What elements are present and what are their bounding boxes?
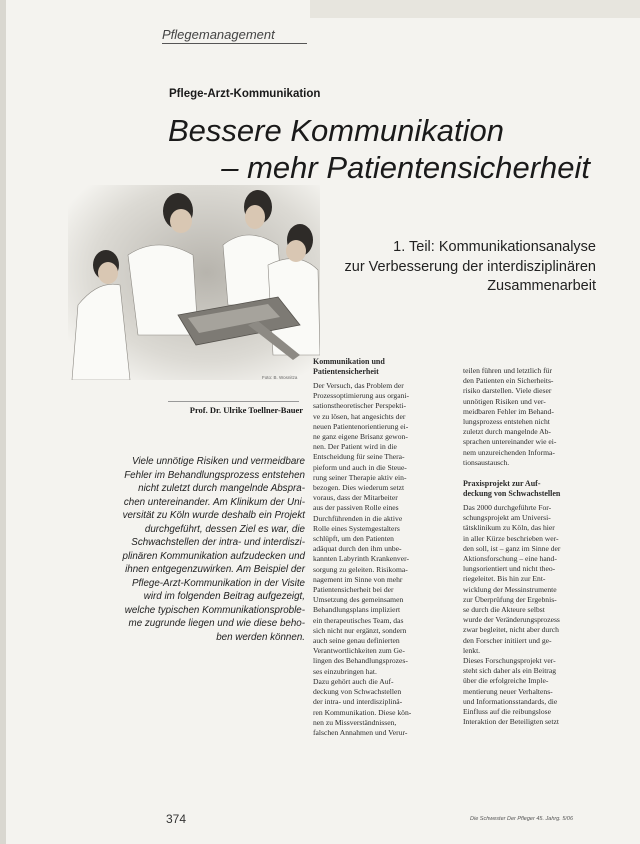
text-line: den Patienten ein Sicherheits- <box>463 376 554 386</box>
page-binding-edge <box>0 0 6 844</box>
text-line: Dazu gehört auch die Auf- <box>313 676 394 686</box>
text-line: zur Überprüfung der Ergebnis- <box>463 594 557 604</box>
article-title-line-1: Bessere Kommunikation <box>168 113 504 148</box>
text-line: zuletzt durch mangelnde Ab- <box>463 427 551 437</box>
text-line: teilen führen und letztlich für <box>463 366 552 375</box>
text-line: lingen des Behandlungsprozes- <box>313 656 408 666</box>
text-line: Prozessoptimierung aus organi- <box>313 391 410 401</box>
abstract-line: Pflege-Arzt-Kommunikation in der Visite <box>132 577 305 589</box>
column-2-heading-line: deckung von Schwachstellen <box>463 489 561 499</box>
text-line: tionsaustausch. <box>463 457 510 467</box>
text-line: den soll, ist – ganz im Sinne der <box>463 543 561 553</box>
column-2-text-bottom <box>463 503 603 727</box>
body-column-2 <box>463 366 603 728</box>
text-line: Dieses Forschungsprojekt ver- <box>463 656 556 666</box>
text-line: ses einzubringen hat. <box>313 666 377 676</box>
abstract-line: Viele unnötige Risiken und vermeidbare <box>131 456 305 467</box>
text-line: bezogen. Dies wiederum setzt <box>313 483 405 493</box>
text-line: den Forscher initiiert und ge- <box>463 635 552 645</box>
text-line: nem unzureichenden Informa- <box>463 447 555 457</box>
text-line: adäquat durch den ihm unbe- <box>313 544 402 554</box>
abstract-line: chen untereinander. Am Klinikum der Uni- <box>123 496 305 508</box>
text-line: nagement im Sinne von mehr <box>313 574 403 584</box>
text-line: se durch die Akteure selbst <box>463 605 545 615</box>
text-line: nen zu Missverständnissen, <box>313 717 397 727</box>
text-line: über die erfolgreiche Imple- <box>463 676 549 686</box>
text-line: Durchführenden in die aktive <box>313 513 403 523</box>
text-line: mentierung neuer Verhaltens- <box>463 686 553 696</box>
text-line: aus der passiven Rolle eines <box>313 503 399 513</box>
journal-footer: Die Schwester Der Pfleger 45. Jahrg. 5/06 <box>470 816 574 822</box>
abstract-line: Schwachstellen der intra- und interdiszi- <box>131 537 305 548</box>
text-line: Patientensicherheit bei der <box>313 585 394 595</box>
column-1-text <box>313 381 453 738</box>
column-2-heading <box>463 479 603 499</box>
abstract-line: wird im folgenden Beitrag aufgezeigt, <box>143 591 305 602</box>
subtitle-line-2: zur Verbesserung der interdisziplinären <box>344 258 596 275</box>
abstract-line: welche typischen Kommunikationsproble- <box>124 604 305 616</box>
text-line: der intra- und interdisziplinä- <box>313 697 403 707</box>
text-line: Das 2000 durchgeführte For- <box>463 503 552 513</box>
text-line: sationstheoretischer Perspekti- <box>313 401 406 411</box>
text-line: Interaktion der Beteiligten setzt <box>463 717 559 727</box>
text-line: rung seiner Therapie aktiv ein- <box>313 472 407 482</box>
author-rule <box>168 401 299 402</box>
abstract-line: versität zu Köln wurde deshalb ein Projekt <box>122 510 305 521</box>
text-line: sprachen untereinander wie ei- <box>463 437 557 447</box>
abstract-line: nicht zuletzt durch mangelnde Abspra- <box>138 483 305 494</box>
text-line: steht sich daher als ein Beitrag <box>463 666 556 676</box>
text-line: Der Versuch, das Problem der <box>313 381 404 390</box>
article-abstract <box>112 455 305 644</box>
text-line: meidbaren Fehler im Behand- <box>463 406 554 416</box>
column-2-text-top <box>463 366 603 468</box>
text-line: riegeleitet. Bis hin zur Ent- <box>463 574 546 584</box>
article-subtitle <box>300 238 596 297</box>
subtitle-line-1: 1. Teil: Kommunikationsanalyse <box>393 239 596 255</box>
photo-credit: Foto: B. Wosnitza <box>262 375 298 380</box>
text-line: lungsorientiert und nicht theo- <box>463 564 556 574</box>
text-line: voraus, dass der Mitarbeiter <box>313 493 398 503</box>
article-title <box>120 112 590 186</box>
text-line: neuen Patientenorientierung ei- <box>313 421 409 431</box>
column-1-heading-line: Patientensicherheit <box>313 367 379 376</box>
abstract-line: plinären Kommunikation aufzudecken und <box>122 550 305 562</box>
text-line: Entscheidung für seine Thera- <box>313 452 405 462</box>
section-label: Pflegemanagement <box>162 27 307 44</box>
text-line: schlüpft, um den Patienten <box>313 534 394 544</box>
article-title-line-2: – mehr Patientensicherheit <box>221 150 590 185</box>
text-line: in aller Kürze beschrieben wer- <box>463 533 559 543</box>
text-line: auch seine genau definierten <box>313 636 400 646</box>
text-line: sorgung zu geleiten. Risikoma- <box>313 564 408 574</box>
header-bar <box>310 0 640 18</box>
abstract-line: ben werden können. <box>216 631 305 643</box>
abstract-line: me zugrunde liegen und wie diese beho- <box>128 618 305 629</box>
abstract-line: durchgeführt, dessen Ziel es war, die <box>144 523 305 535</box>
text-line: sich nicht nur ergänzt, sondern <box>313 625 407 635</box>
text-line: kannten Labyrinth Krankenver- <box>313 554 409 564</box>
text-line: lungsprozess entstehen nicht <box>463 417 550 427</box>
text-line: risiko darstellen. Viele dieser <box>463 386 552 396</box>
text-line: Verantwortlichkeiten zum Ge- <box>313 646 405 656</box>
page-number: 374 <box>166 812 187 826</box>
text-line: schungsprojekt am Universi- <box>463 513 551 523</box>
abstract-line: ihnen entgegenzuwirken. Am Beispiel der <box>125 564 305 575</box>
column-1-heading-line: Kommunikation und <box>313 357 385 366</box>
article-kicker: Pflege-Arzt-Kommunikation <box>169 88 321 100</box>
author-name: Prof. Dr. Ulrike Toellner-Bauer <box>189 405 303 415</box>
body-column-1 <box>313 357 453 738</box>
text-line: ein therapeutisches Team, das <box>313 615 404 625</box>
text-line: nen. Der Patient wird in die <box>313 442 397 452</box>
text-line: ve zu lösen, hat angesichts der <box>313 411 406 421</box>
text-line: deckung von Schwachstellen <box>313 687 402 697</box>
text-line: ne ganz eigene Brisanz gewon- <box>313 432 408 442</box>
text-line: unnötigen Risiken und ver- <box>463 396 546 406</box>
text-line: lenkt. <box>463 645 481 655</box>
text-line: Aktionsforschung – eine hand- <box>463 554 557 564</box>
text-line: Einfluss auf die reibungslose <box>463 707 551 717</box>
text-line: tätsklinikum zu Köln, das hier <box>463 523 555 533</box>
column-1-heading <box>313 357 453 377</box>
subtitle-line-3: Zusammenarbeit <box>487 278 596 294</box>
text-line: wurde der Veränderungsprozess <box>463 615 560 625</box>
article-photo <box>68 185 320 380</box>
abstract-line: Fehler im Behandlungsprozess entstehen <box>124 469 305 481</box>
text-line: ren Kommunikation. Diese kön- <box>313 707 412 717</box>
text-line: wicklung der Messinstrumente <box>463 584 557 594</box>
text-line: Umsetzung des gemeinsamen <box>313 595 404 605</box>
text-line: Rolle eines Systemgestalters <box>313 523 400 533</box>
text-line: Behandlungsplans impliziert <box>313 605 401 615</box>
text-line: falschen Annahmen und Verur- <box>313 727 408 737</box>
text-line: zwar begleitet, nicht aber durch <box>463 625 559 635</box>
text-line: pieform und auch in die Steue- <box>313 462 407 472</box>
text-line: und Informationsstandards, die <box>463 696 558 706</box>
column-2-heading-line: Praxisprojekt zur Auf- <box>463 479 541 489</box>
